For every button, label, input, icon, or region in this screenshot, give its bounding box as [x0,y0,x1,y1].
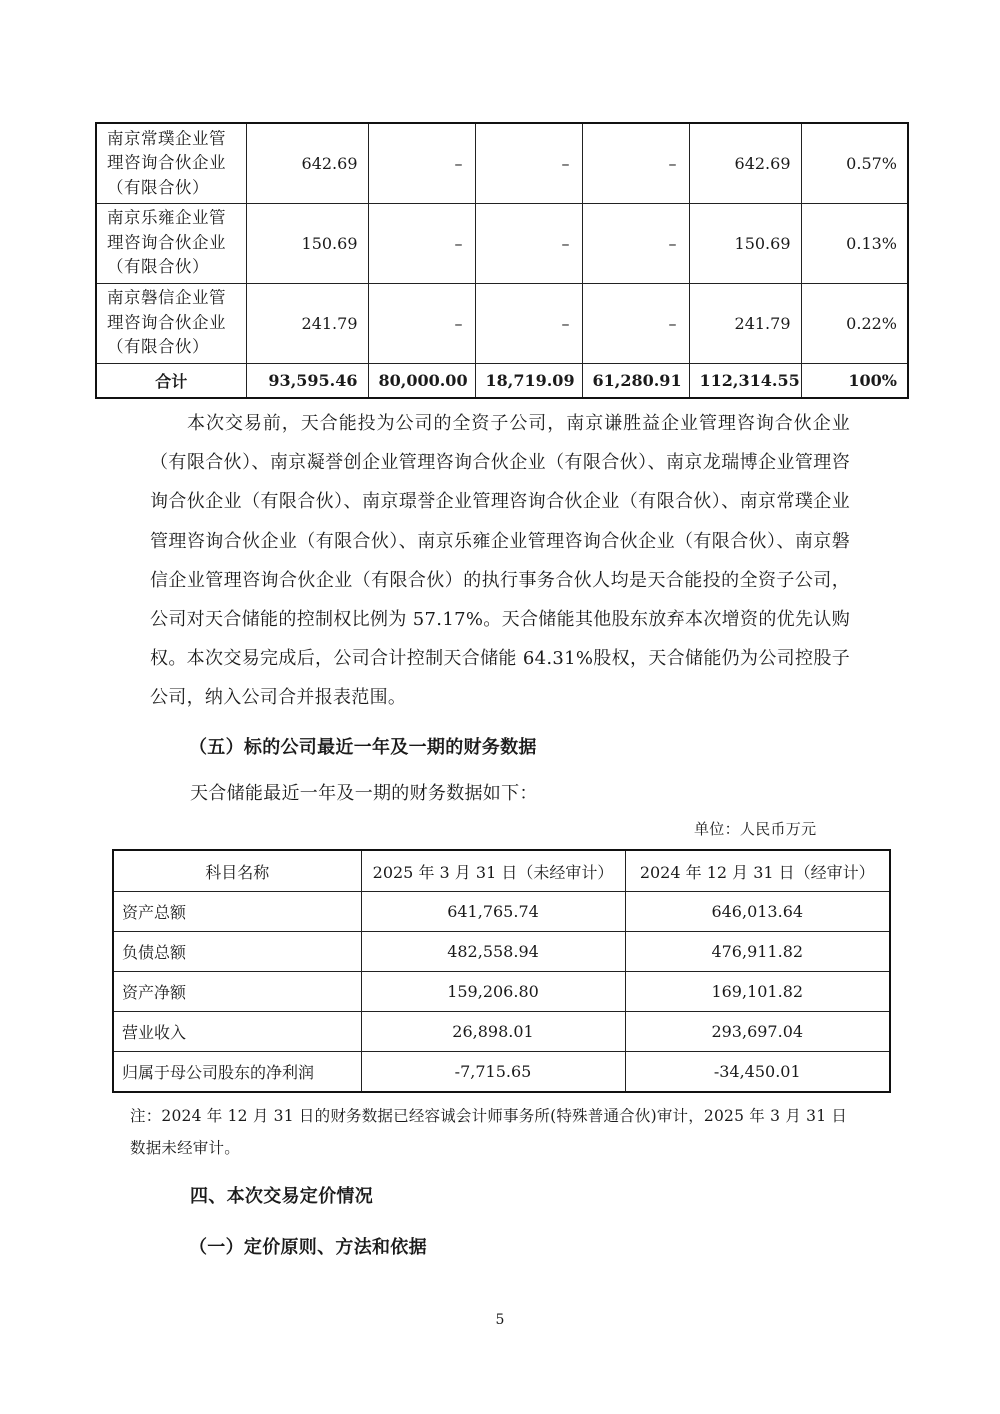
holder-name: 南京乐雍企业管理咨询合伙企业（有限合伙） [96,203,246,283]
value-2024: 646,013.64 [625,892,890,932]
cell-percent: 0.57% [801,123,908,203]
cell-percent: 0.13% [801,203,908,283]
cell-value: 150.69 [246,203,368,283]
table-row [113,1052,890,1092]
table-row [96,283,908,363]
subsection-heading: （一）定价原则、方法和依据 [189,1237,427,1258]
holdings-table [95,122,909,399]
cell-value: 150.69 [689,203,801,283]
column-header: 科目名称 [113,850,361,892]
total-percent: 100% [801,363,908,398]
body-paragraph: 本次交易前，天合能投为公司的全资子公司，南京谦胜益企业管理咨询合伙企业（有限合伙）、南京凝誉创企业管理咨询合伙企业（有限合伙）、南京龙瑞博企业管理咨询合伙企业（有限合伙）、南京璟誉企业管理咨询合伙企业（有限合伙）、南京常璞企业管理咨询合伙企业（有限合伙）、南京乐雍企业管理咨询合伙企业（有限合伙）、南京磐信企业管理咨询合伙企业（有限合伙）的执行事务合伙人均是天合能投的全资子公司，公司对天合储能的控制权比例为 57.17%。天合储能其他股东放弃本次增资的优先认购权。本次交易完成后，公司合计控制天合储能 64.31%股权，天合储能仍为公司控股子公司，纳入公司合并报表范围。 [150,413,850,709]
value-2024: 293,697.04 [625,1012,890,1052]
holder-name: 南京磐信企业管理咨询合伙企业（有限合伙） [96,283,246,363]
table-note: 注：2024 年 12 月 31 日的财务数据已经容诚会计师事务所(特殊普通合伙)审计，2025 年 3 月 31 日数据未经审计。 [130,1107,848,1157]
total-value: 112,314.55 [689,363,801,398]
value-2025: 26,898.01 [361,1012,625,1052]
table-header-row [113,850,890,892]
value-2024: -34,450.01 [625,1052,890,1092]
table-row [96,123,908,203]
column-header: 2025 年 3 月 31 日（未经审计） [361,850,625,892]
page-number: 5 [495,1312,505,1328]
column-header: 2024 年 12 月 31 日（经审计） [625,850,890,892]
total-value: 61,280.91 [582,363,689,398]
item-name: 资产净额 [113,972,361,1012]
cell-value: – [368,203,475,283]
cell-value: – [582,283,689,363]
cell-value: 241.79 [246,283,368,363]
table-row [113,932,890,972]
cell-value: – [582,203,689,283]
value-2025: 159,206.80 [361,972,625,1012]
table-total-row [96,363,908,398]
value-2025: -7,715.65 [361,1052,625,1092]
financial-table [112,849,891,1093]
total-value: 18,719.09 [475,363,582,398]
table-row [113,972,890,1012]
item-name: 资产总额 [113,892,361,932]
item-name: 营业收入 [113,1012,361,1052]
unit-label: 单位：人民币万元 [694,820,817,838]
cell-value: – [368,283,475,363]
intro-text: 天合储能最近一年及一期的财务数据如下： [190,783,538,804]
cell-value: – [475,203,582,283]
cell-value: – [582,123,689,203]
item-name: 负债总额 [113,932,361,972]
section-heading: （五）标的公司最近一年及一期的财务数据 [189,737,537,758]
value-2024: 169,101.82 [625,972,890,1012]
total-value: 80,000.00 [368,363,475,398]
value-2025: 641,765.74 [361,892,625,932]
cell-value: – [475,283,582,363]
total-label: 合计 [96,363,246,398]
cell-value: – [368,123,475,203]
section-heading: 四、本次交易定价情况 [190,1186,373,1207]
table-row [96,203,908,283]
total-value: 93,595.46 [246,363,368,398]
holder-name: 南京常璞企业管理咨询合伙企业（有限合伙） [96,123,246,203]
table-row [113,892,890,932]
value-2025: 482,558.94 [361,932,625,972]
cell-value: 241.79 [689,283,801,363]
table-row [113,1012,890,1052]
cell-percent: 0.22% [801,283,908,363]
item-name: 归属于母公司股东的净利润 [113,1052,361,1092]
value-2024: 476,911.82 [625,932,890,972]
cell-value: – [475,123,582,203]
cell-value: 642.69 [246,123,368,203]
cell-value: 642.69 [689,123,801,203]
